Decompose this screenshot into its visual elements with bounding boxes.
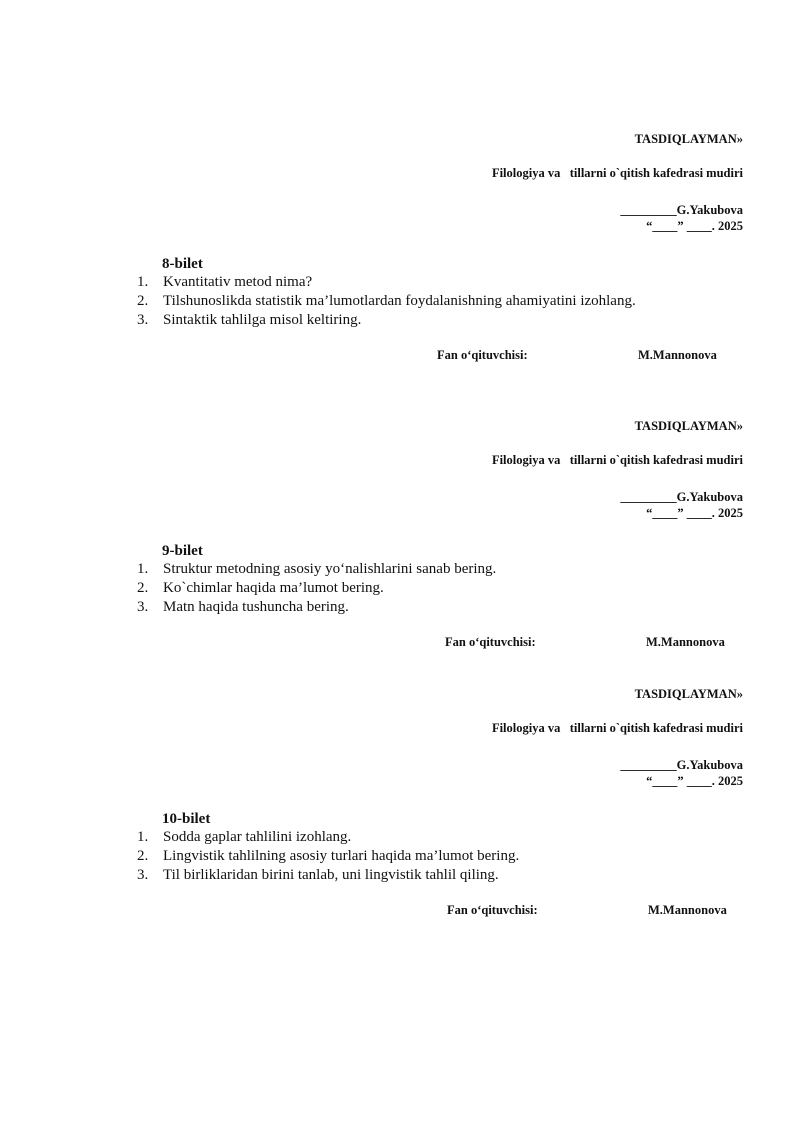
question-text: Kvantitativ metod nima?	[163, 274, 313, 290]
question-text: Ko`chimlar haqida ma’lumot bering.	[163, 580, 384, 596]
ticket-title: 10-bilet	[162, 811, 211, 827]
signature-line: _________G.Yakubova	[620, 490, 743, 504]
question-item	[137, 866, 519, 885]
approval-heading: TASDIQLAYMAN»	[634, 419, 743, 433]
date-line: “____” ____. 2025	[646, 219, 743, 233]
approval-heading: TASDIQLAYMAN»	[634, 687, 743, 701]
ticket	[0, 287, 800, 649]
date-line: “____” ____. 2025	[646, 774, 743, 788]
question-number: 3.	[137, 867, 149, 883]
question-number: 2.	[137, 293, 149, 309]
question-number: 2.	[137, 580, 149, 596]
approval-heading: TASDIQLAYMAN»	[634, 132, 743, 146]
question-text: Matn haqida tushuncha bering.	[163, 599, 349, 615]
signature-line: _________G.Yakubova	[620, 203, 743, 217]
question-text: Sodda gaplar tahlilini izohlang.	[163, 829, 352, 845]
question-text: Til birliklaridan birini tanlab, uni lingvistik tahlil qiling.	[163, 867, 499, 883]
question-text: Sintaktik tahlilga misol keltiring.	[163, 312, 362, 328]
question-text: Tilshunoslikda statistik ma’lumotlardan foydalanishning ahamiyatini izohlang.	[163, 293, 636, 309]
date-line: “____” ____. 2025	[646, 506, 743, 520]
department-head-title: Filologiya va tillarni o`qitish kafedrasi mudiri	[491, 166, 743, 180]
teacher-label: Fan o‘qituvchisi:	[447, 903, 538, 917]
department-head-title: Filologiya va tillarni o`qitish kafedrasi mudiri	[491, 453, 743, 467]
teacher-name: M.Mannonova	[638, 348, 717, 362]
department-head-title: Filologiya va tillarni o`qitish kafedrasi mudiri	[491, 721, 743, 735]
question-number: 1.	[137, 829, 149, 845]
question-number: 1.	[137, 274, 149, 290]
question-text: Lingvistik tahlilning asosiy turlari haqida ma’lumot bering.	[163, 848, 520, 864]
teacher-label: Fan o‘qituvchisi:	[437, 348, 528, 362]
ticket-title: 9-bilet	[162, 543, 203, 559]
question-number: 1.	[137, 561, 149, 577]
teacher-name: M.Mannonova	[646, 635, 725, 649]
question-item	[137, 828, 519, 847]
question-number: 2.	[137, 848, 149, 864]
teacher-label: Fan o‘qituvchisi:	[445, 635, 536, 649]
question-text: Struktur metodning asosiy yo‘nalishlarini sanab bering.	[163, 561, 497, 577]
ticket	[0, 0, 800, 362]
teacher-name: M.Mannonova	[648, 903, 727, 917]
ticket	[0, 555, 800, 917]
question-item	[137, 847, 519, 866]
question-number: 3.	[137, 312, 149, 328]
ticket-title: 8-bilet	[162, 256, 203, 272]
signature-line: _________G.Yakubova	[620, 758, 743, 772]
question-list	[137, 828, 519, 885]
question-number: 3.	[137, 599, 149, 615]
